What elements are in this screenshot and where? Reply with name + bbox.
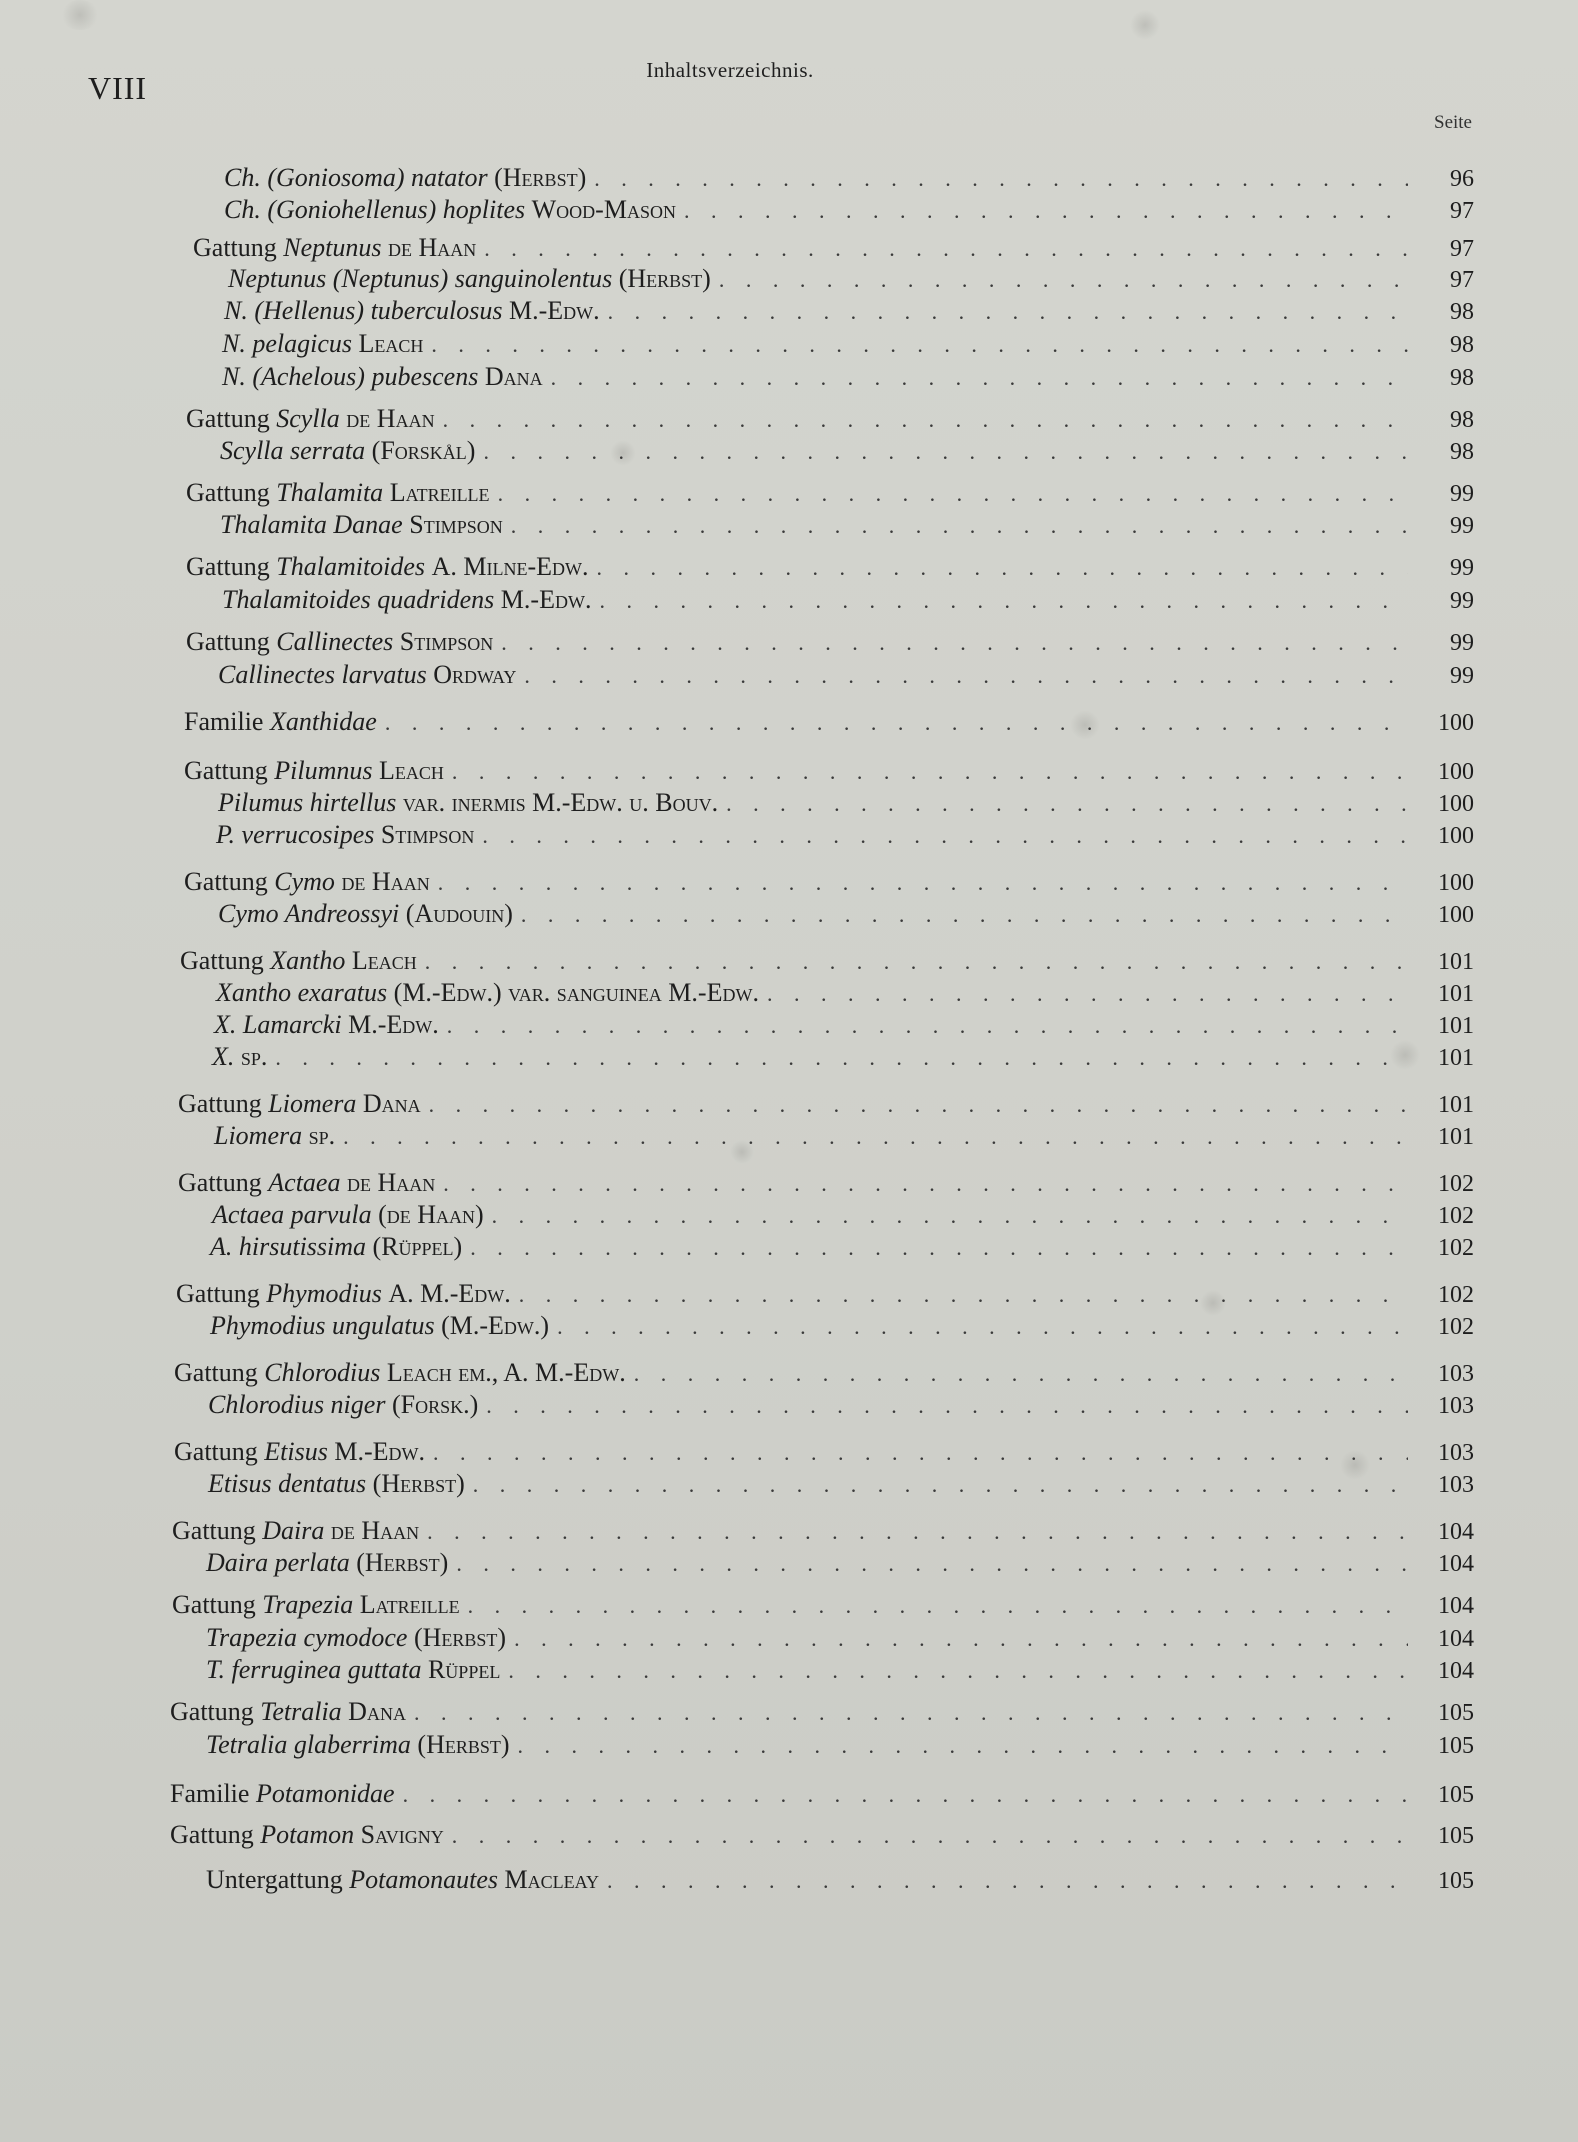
entry-rank: Familie [170,1779,250,1808]
entry-page-number: 97 [1450,236,1474,262]
taxon-name: Etisus dentatus [208,1469,367,1498]
entry-page-number: 105 [1438,1733,1474,1759]
taxon-name: Cymo [274,867,335,896]
entry-label [222,585,591,615]
entry-label [186,404,435,434]
taxon-name: N. (Hellenus) tuberculosus [224,296,503,325]
dot-leader [433,1440,1408,1466]
taxon-author: (Herbst) [413,1623,507,1652]
entry-page-number: 101 [1438,1092,1474,1118]
entry-page-number: 104 [1438,1519,1474,1545]
toc-genus-entry [180,946,1474,980]
toc-species-entry [214,1010,1474,1044]
taxon-author: Macleay [504,1865,599,1894]
entry-label [186,552,588,582]
toc-species-entry [206,1548,1474,1582]
dot-leader [468,1593,1408,1619]
dot-leader [452,1823,1408,1849]
entry-rank: Gattung [178,1168,262,1197]
dot-leader [473,1472,1408,1498]
taxon-name: Chlorodius [264,1358,381,1387]
entry-page-number: 100 [1438,870,1474,896]
entry-page-number: 99 [1450,513,1474,539]
dot-leader [447,1013,1408,1039]
taxon-author: M.-Edw. [348,1010,439,1039]
taxon-author: sp. [308,1121,336,1150]
toc-family-entry [170,1779,1474,1813]
taxon-author: (Herbst) [618,264,711,293]
dot-leader [275,1045,1408,1071]
entry-label [172,1590,460,1620]
toc-species-entry [218,788,1474,822]
taxon-author: (M.-Edw.) [441,1311,550,1340]
toc-genus-entry [178,1168,1474,1202]
dot-leader [498,481,1408,507]
dot-leader [483,439,1408,465]
taxon-name: Actaea parvula [212,1200,372,1229]
taxon-author: (Rüppel) [372,1232,463,1261]
taxon-author: Rüppel [427,1655,501,1684]
taxon-author: (Audouin) [405,899,513,928]
toc-genus-entry [193,233,1474,267]
entry-page-number: 104 [1438,1626,1474,1652]
dot-leader [767,981,1408,1007]
entry-label [210,1311,549,1341]
toc-genus-entry [186,552,1474,586]
taxon-author: Dana [362,1089,421,1118]
toc-genus-entry [174,1358,1474,1392]
taxon-author: de Haan [346,1168,436,1197]
entry-label [228,264,711,294]
taxon-name: Tetralia [260,1697,342,1726]
entry-page-number: 105 [1438,1700,1474,1726]
taxon-name: P. verrucosipes [216,820,375,849]
taxon-name: Trapezia [262,1590,354,1619]
taxon-name: Phymodius [266,1279,382,1308]
entry-page-number: 102 [1438,1203,1474,1229]
dot-leader [719,267,1408,293]
entry-rank: Gattung [186,404,270,433]
toc-family-entry [184,707,1474,741]
entry-rank: Gattung [172,1516,256,1545]
dot-leader [427,1519,1408,1545]
dot-leader [484,236,1408,262]
taxon-name: Thalamitoides [276,552,426,581]
entry-page-number: 103 [1438,1361,1474,1387]
entry-label [216,978,759,1008]
entry-label [206,1730,510,1760]
dot-leader [492,1203,1408,1229]
toc-genus-entry [172,1516,1474,1550]
taxon-author: Stimpson [409,510,503,539]
entry-rank: Untergattung [206,1865,343,1894]
entry-page-number: 97 [1450,198,1474,224]
dot-leader [634,1361,1408,1387]
entry-label [184,707,377,737]
taxon-name: Callinectes larvatus [218,660,427,689]
taxon-author: (de Haan) [378,1200,484,1229]
entry-page-number: 101 [1438,981,1474,1007]
taxon-author: (Herbst) [417,1730,510,1759]
entry-label [174,1437,425,1467]
taxon-name: Scylla [276,404,340,433]
taxon-name: Potamon [260,1820,355,1849]
toc-species-entry [218,899,1474,933]
entry-page-number: 102 [1438,1235,1474,1261]
taxon-name: Scylla serrata [220,436,366,465]
dot-leader [518,1733,1408,1759]
taxon-name: Callinectes [276,627,394,656]
entry-label [206,1655,500,1685]
taxon-name: Actaea [268,1168,341,1197]
entry-label [220,510,503,540]
dot-leader [385,710,1408,736]
entry-page-number: 99 [1450,630,1474,656]
entry-label [218,788,718,818]
taxon-name: Xantho exaratus [216,978,388,1007]
entry-rank: Gattung [176,1279,260,1308]
entry-rank: Gattung [184,867,268,896]
toc-species-entry [224,163,1474,197]
taxon-author: (Forskål) [371,436,476,465]
entry-page-number: 102 [1438,1314,1474,1340]
taxon-author: Stimpson [380,820,475,849]
dot-leader [596,555,1408,581]
entry-page-number: 102 [1438,1171,1474,1197]
taxon-author: (Herbst) [356,1548,449,1577]
entry-page-number: 104 [1438,1658,1474,1684]
taxon-author: M.-Edw. [500,585,592,614]
entry-page-number: 104 [1438,1593,1474,1619]
taxon-name: Ch. (Goniohellenus) hoplites [224,195,526,224]
dot-leader [443,1171,1408,1197]
dot-leader [551,365,1408,391]
taxon-name: N. pelagicus [222,329,352,358]
entry-page-number: 105 [1438,1868,1474,1894]
taxon-name: Neptunus (Neptunus) sanguinolentus [228,264,613,293]
taxon-name: Potamonautes [349,1865,498,1894]
taxon-author: Stimpson [399,627,494,656]
taxon-name: Etisus [264,1437,328,1466]
entry-page-number: 105 [1438,1823,1474,1849]
entry-label [218,660,516,690]
dot-leader [508,1658,1408,1684]
toc-genus-entry [176,1279,1474,1313]
taxon-name: Thalamita Danae [220,510,403,539]
entry-page-number: 99 [1450,588,1474,614]
entry-label [172,1516,419,1546]
taxon-author: de Haan [388,233,477,262]
toc-species-entry [210,1232,1474,1266]
entry-label [212,1200,484,1230]
dot-leader [429,1092,1408,1118]
entry-rank: Gattung [184,756,268,785]
taxon-name: Liomera [214,1121,303,1150]
entry-rank: Gattung [186,478,270,507]
toc-species-entry [224,296,1474,330]
taxon-author: (Forsk.) [391,1390,479,1419]
taxon-author: (Herbst) [372,1469,465,1498]
entry-label [206,1865,599,1895]
page-number: VIII [88,70,148,106]
dot-leader [524,663,1408,689]
entry-label [193,233,476,263]
taxon-author: Leach em., A. M.-Edw. [386,1358,626,1387]
toc-genus-entry [172,1590,1474,1624]
entry-rank: Gattung [174,1437,258,1466]
dot-leader [343,1124,1408,1150]
taxon-name: X. [212,1042,235,1071]
toc-species-entry [222,585,1474,619]
toc-genus-entry [170,1820,1474,1854]
entry-page-number: 102 [1438,1282,1474,1308]
dot-leader [470,1235,1408,1261]
entry-page-number: 99 [1450,481,1474,507]
entry-label [184,756,444,786]
taxon-name: Ch. (Goniosoma) natator [224,163,488,192]
taxon-author: sp. [240,1042,268,1071]
toc-genus-entry [206,1865,1474,1899]
entry-page-number: 100 [1438,902,1474,928]
toc-species-entry [216,978,1474,1012]
entry-rank: Gattung [178,1089,262,1118]
toc-genus-entry [186,478,1474,512]
entry-rank: Gattung [170,1820,254,1849]
taxon-name: Daira [262,1516,325,1545]
entry-rank: Gattung [170,1697,254,1726]
entry-rank: Gattung [180,946,264,975]
taxon-name: Potamonidae [255,1779,395,1808]
taxon-author: Ordway [433,660,517,689]
entry-label [214,1010,439,1040]
taxon-author: Leach [358,329,424,358]
toc-genus-entry [170,1697,1474,1731]
taxon-name: Cymo Andreossyi [218,899,400,928]
taxon-name: A. hirsutissima [210,1232,367,1261]
entry-page-number: 97 [1450,267,1474,293]
taxon-author: Leach [351,946,417,975]
entry-page-number: 100 [1438,823,1474,849]
entry-label [184,867,430,897]
entry-label [186,627,493,657]
toc-genus-entry [174,1437,1474,1471]
entry-rank: Gattung [193,233,277,262]
entry-label [180,946,417,976]
taxon-author: (M.-Edw.) var. sanguinea M.-Edw. [393,978,759,1007]
taxon-author: M.-Edw. [509,296,600,325]
dot-leader [443,407,1408,433]
taxon-author: Savigny [360,1820,444,1849]
taxon-author: A. Milne-Edw. [431,552,589,581]
entry-page-number: 103 [1438,1393,1474,1419]
entry-rank: Familie [184,707,264,736]
taxon-author: Latreille [389,478,490,507]
taxon-name: Phymodius ungulatus [210,1311,435,1340]
entry-page-number: 99 [1450,663,1474,689]
dot-leader [514,1626,1408,1652]
toc-genus-entry [186,404,1474,438]
toc-species-entry [218,660,1474,694]
toc-species-entry [220,510,1474,544]
dot-leader [607,1868,1408,1894]
taxon-author: Dana [348,1697,406,1726]
toc-species-entry [208,1390,1474,1424]
toc-species-entry [222,329,1474,363]
entry-label [186,478,490,508]
taxon-name: Pilumnus [274,756,373,785]
taxon-author: de Haan [330,1516,420,1545]
entry-page-number: 100 [1438,759,1474,785]
entry-rank: Gattung [186,552,270,581]
toc-species-entry [210,1311,1474,1345]
dot-leader [414,1700,1408,1726]
entry-label [170,1779,395,1809]
dot-leader [557,1314,1408,1340]
dot-leader [425,949,1408,975]
toc-species-entry [212,1200,1474,1234]
entry-page-number: 103 [1438,1472,1474,1498]
entry-label [178,1089,421,1119]
entry-page-number: 100 [1438,710,1474,736]
toc-species-entry [208,1469,1474,1503]
dot-leader [684,198,1408,224]
entry-page-number: 98 [1450,407,1474,433]
taxon-name: X. Lamarcki [214,1010,342,1039]
dot-leader [608,299,1408,325]
entry-label [208,1469,465,1499]
entry-page-number: 104 [1438,1551,1474,1577]
taxon-author: var. inermis M.-Edw. u. Bouv. [402,788,719,817]
taxon-name: Xantho [270,946,346,975]
toc-genus-entry [186,627,1474,661]
entry-page-number: 96 [1450,166,1474,192]
taxon-name: Pilumus hirtellus [218,788,397,817]
taxon-name: Thalamitoides quadridens [222,585,495,614]
page-column-header: Seite [1434,112,1472,133]
entry-page-number: 100 [1438,791,1474,817]
toc-species-entry [222,362,1474,396]
taxon-author: (Herbst) [494,163,587,192]
dot-leader [521,902,1408,928]
entry-page-number: 101 [1438,949,1474,975]
entry-page-number: 101 [1438,1045,1474,1071]
taxon-author: Dana [484,362,543,391]
entry-label [216,820,474,850]
entry-page-number: 101 [1438,1124,1474,1150]
toc-species-entry [224,195,1474,229]
taxon-author: de Haan [341,867,430,896]
dot-leader [486,1393,1408,1419]
taxon-name: Liomera [268,1089,357,1118]
toc-species-entry [216,820,1474,854]
entry-page-number: 99 [1450,555,1474,581]
dot-leader [452,759,1408,785]
entry-page-number: 98 [1450,332,1474,358]
entry-label [170,1697,406,1727]
toc-species-entry [214,1121,1474,1155]
taxon-name: Tetralia glaberrima [206,1730,411,1759]
dot-leader [438,870,1408,896]
taxon-author: Wood-Mason [531,195,676,224]
toc-species-entry [206,1730,1474,1764]
entry-label [176,1279,511,1309]
taxon-name: Chlorodius niger [208,1390,386,1419]
taxon-name: Trapezia cymodoce [206,1623,408,1652]
entry-label [212,1042,267,1072]
dot-leader [726,791,1408,817]
taxon-name: Xanthidae [269,707,377,736]
dot-leader [456,1551,1408,1577]
taxon-author: Latreille [359,1590,460,1619]
toc-genus-entry [178,1089,1474,1123]
toc-genus-entry [184,756,1474,790]
entry-label [224,296,600,326]
taxon-name: Neptunus [283,233,382,262]
toc-species-entry [206,1623,1474,1657]
entry-label [218,899,513,929]
toc-species-entry [220,436,1474,470]
entry-label [206,1548,448,1578]
entry-page-number: 98 [1450,299,1474,325]
entry-label [214,1121,335,1151]
dot-leader [599,588,1408,614]
dot-leader [403,1782,1408,1808]
entry-rank: Gattung [186,627,270,656]
entry-label [170,1820,444,1850]
taxon-name: T. ferruginea guttata [206,1655,422,1684]
running-header: Inhaltsverzeichnis. [646,58,814,82]
toc-species-entry [228,264,1474,298]
entry-label [224,163,586,193]
entry-label [224,195,676,225]
taxon-name: Daira perlata [206,1548,350,1577]
entry-page-number: 103 [1438,1440,1474,1466]
taxon-author: de Haan [346,404,435,433]
entry-label [222,329,423,359]
taxon-name: Thalamita [276,478,384,507]
taxon-author: M.-Edw. [334,1437,425,1466]
entry-label [178,1168,435,1198]
entry-label [210,1232,462,1262]
entry-page-number: 98 [1450,365,1474,391]
toc-species-entry [206,1655,1474,1689]
entry-label [206,1623,506,1653]
entry-rank: Gattung [174,1358,258,1387]
toc-species-entry [212,1042,1474,1076]
entry-rank: Gattung [172,1590,256,1619]
entry-page-number: 101 [1438,1013,1474,1039]
entry-page-number: 98 [1450,439,1474,465]
entry-label [174,1358,626,1388]
entry-label [208,1390,478,1420]
dot-leader [594,166,1408,192]
entry-label [222,362,543,392]
dot-leader [501,630,1408,656]
taxon-name: N. (Achelous) pubescens [222,362,479,391]
entry-label [220,436,475,466]
taxon-author: Leach [379,756,444,785]
dot-leader [482,823,1408,849]
toc-genus-entry [184,867,1474,901]
dot-leader [511,513,1408,539]
entry-page-number: 105 [1438,1782,1474,1808]
taxon-author: A. M.-Edw. [388,1279,511,1308]
dot-leader [519,1282,1408,1308]
dot-leader [431,332,1408,358]
